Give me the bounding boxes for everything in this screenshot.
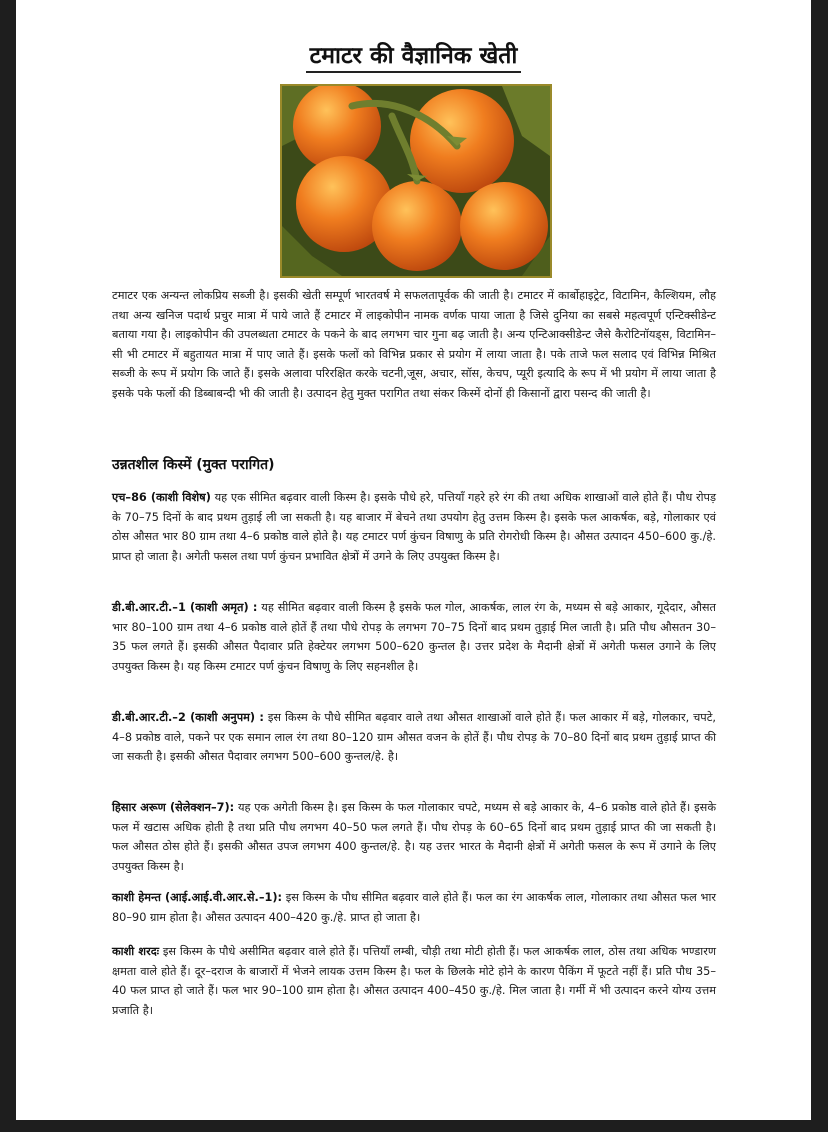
- variety-description: यह एक सीमित बढ़वार वाली किस्म है। इसके पौधे हरे, पत्तियाँ गहरे हरे रंग की तथा अधिक शाखाओं वाले होते हैं। पौध रोपड़ के 70–75 दिनों के बाद प्रथम तुड़ाई ली जा सकती है। यह बाजार में बेचने तथा उपयोग हेतु उत्तम किस्म है। इसके फल आकर्षक, बड़े, गोलाकार एवं ठोस औसत भार 80 ग्राम तथा 4–6 प्रकोष्ठ वाले होते है। यह टमाटर पर्ण कुंचन विषाणु के प्रति रोगरोधी किस्म है। औसत उत्पादन 450–600 कु./हे. प्राप्त हो जाता है। अगेती फसल तथा पर्ण कुंचन प्रभावित क्षेत्रों में उगने के लिए उपयुक्त किस्म है।: [112, 491, 716, 563]
- variety-name: हिसार अरूण (सेलेक्शन–7):: [112, 801, 235, 814]
- variety-description: यह एक अगेती किस्म है। इस किस्म के फल गोलाकार चपटे, मध्यम से बड़े आकार के, 4–6 प्रकोष्ठ वाले होते हैं। इसके फल में खटास अधिक होती है तथा प्रति पौध लगभग 40–50 फल लगते हैं। पौध रोपड़ के 60–65 दिनों बाद प्रथम तुड़ाई प्राप्त की जा सकती है। फल औसत ठोस होते हैं। इसकी औसत उपज लगभग 400 कुन्तल/हे. है। यह उत्तर भारत के मैदानी क्षेत्रों में अगेती फसल के रूप में उगाने के लिए उपयुक्त किस्म है।: [112, 801, 716, 873]
- variety-paragraph: [112, 942, 716, 1020]
- tomato-photo: [280, 84, 552, 278]
- variety-name: डी.बी.आर.टी.–1 (काशी अमृत) :: [112, 601, 258, 614]
- variety-description: यह सीमित बढ़वार वाली किस्म है इसके फल गोल, आकर्षक, लाल रंग के, मध्यम से बड़े आकार, गूदेदार, औसत भार 80–100 ग्राम तथा 4–6 प्रकोष्ठ वाले होतें हैं तथा पौधे रोपड़ के लगभग 70–75 दिनों बाद प्रथम तुड़ाई मिल जाती है। प्रति पौध औसतन 30–35 फल लगते हैं। इसकी औसत पैदावार प्रति हेक्टेयर लगभग 500–620 कुन्तल है। उत्तर प्रदेश के मैदानी क्षेत्रों में अगेती फसल उगाने के लिए उपयुक्त किस्म है। यह किस्म टमाटर पर्ण कुंचन विषाणु के लिए सहनशील है।: [112, 601, 716, 673]
- variety-description: इस किस्म के पौध सीमित बढ़वार वाले होते हैं। फल का रंग आकर्षक लाल, गोलाकार तथा औसत फल भार 80–90 ग्राम होता है। औसत उत्पादन 400–420 कु./हे. प्राप्त हो जाता है।: [112, 891, 716, 924]
- variety-description: इस किस्म के पौधे सीमित बढ़वार वाले तथा औसत शाखाओं वाले होते हैं। फल आकार में बड़े, गोलकार, चपटे, 4–8 प्रकोष्ठ वाले, पकने पर एक समान लाल रंग तथा 80–120 ग्राम औसत वजन के होतें हैं। पौध रोपड़ के 70–80 दिनों बाद प्रथम तुड़ाई प्राप्त की जा सकती है। इसकी औसत पैदावार लगभग 500–600 कुन्तल/हे. है।: [112, 711, 717, 763]
- tomato-illustration: [282, 86, 550, 276]
- intro-paragraph: टमाटर एक अन्यन्त लोकप्रिय सब्जी है। इसकी खेती सम्पूर्ण भारतवर्ष मे सफलतापूर्वक की जाती है। टमाटर में कार्बोहाइट्रेट, विटामिन, कैल्शियम, लौह तथा अन्य खनिज पदार्थ प्रचुर मात्रा में पाये जाते हैं टमाटर में लाइकोपीन नामक वर्णक पाया जाता है जिसे दुनिया का सबसे महत्वपूर्ण एन्टिक्सीडेन्ट बताया गया है। लाइकोपीन की उपलब्धता टमाटर के पकने के बाद लगभग चार गुना बढ़ जाती है। अन्य एन्टिआक्सीडेन्ट जैसे कैरोटिनॉयड्स, विटामिन–सी भी टमाटर में बहुतायत मात्रा में पाए जाते हैं। इसके फलों को विभिन्न प्रकार से प्रयोग में लाया जाता है। पके ताजे फल सलाद एवं विभिन्न मिश्रित सब्जी के रूप में प्रयोग कि जाते हैं। इसके अलावा परिरक्षित करके चटनी,जूस, अचार, सॉस, केचप, प्यूरी इत्यादि के रूप में भी प्रयोग में लाया जाता है इसके पके फलों की डिब्बाबन्दी भी की जाती है। उत्पादन हेतु मुक्त परागित तथा संकर किस्में दोनों ही किसानों द्वारा पसन्द की जाती है।: [112, 289, 716, 400]
- variety-paragraph: [112, 888, 716, 927]
- document-page: [16, 0, 811, 1120]
- variety-name: काशी शरदः: [112, 945, 159, 958]
- variety-paragraph: [112, 598, 716, 676]
- variety-name: काशी हेमन्त (आई.आई.वी.आर.से.–1):: [112, 891, 283, 904]
- variety-paragraph: [112, 708, 716, 767]
- page-title-text: टमाटर की वैज्ञानिक खेती: [306, 43, 522, 73]
- variety-paragraph: [112, 488, 716, 566]
- variety-name: एच–86 (काशी विशेष): [112, 491, 211, 504]
- variety-name: डी.बी.आर.टी.–2 (काशी अनुपम) :: [112, 711, 264, 724]
- variety-paragraph: [112, 798, 716, 876]
- page-title: [16, 38, 811, 70]
- section-heading: उन्नतशील किस्में (मुक्त परागित): [112, 457, 275, 473]
- variety-description: इस किस्म के पौधे असीमित बढ़वार वाले होते हैं। पत्तियाँ लम्बी, चौड़ी तथा मोटी होती हैं। फल आकर्षक लाल, ठोस तथा अधिक भण्डारण क्षमता वाले होते हैं। दूर–दराज के बाजारों में भेजने लायक उत्तम किस्म है। फल के छिलके मोटे होने के कारण पैकिंग में फूटते नहीं हैं। प्रति पौध 35–40 फल प्राप्त हो जाते हैं। फल भार 90–100 ग्राम होता है। औसत उत्पादन 400–450 कु./हे. मिल जाता है। गर्मी में भी उत्पादन करने योग्य उत्तम प्रजाति है।: [112, 945, 717, 1017]
